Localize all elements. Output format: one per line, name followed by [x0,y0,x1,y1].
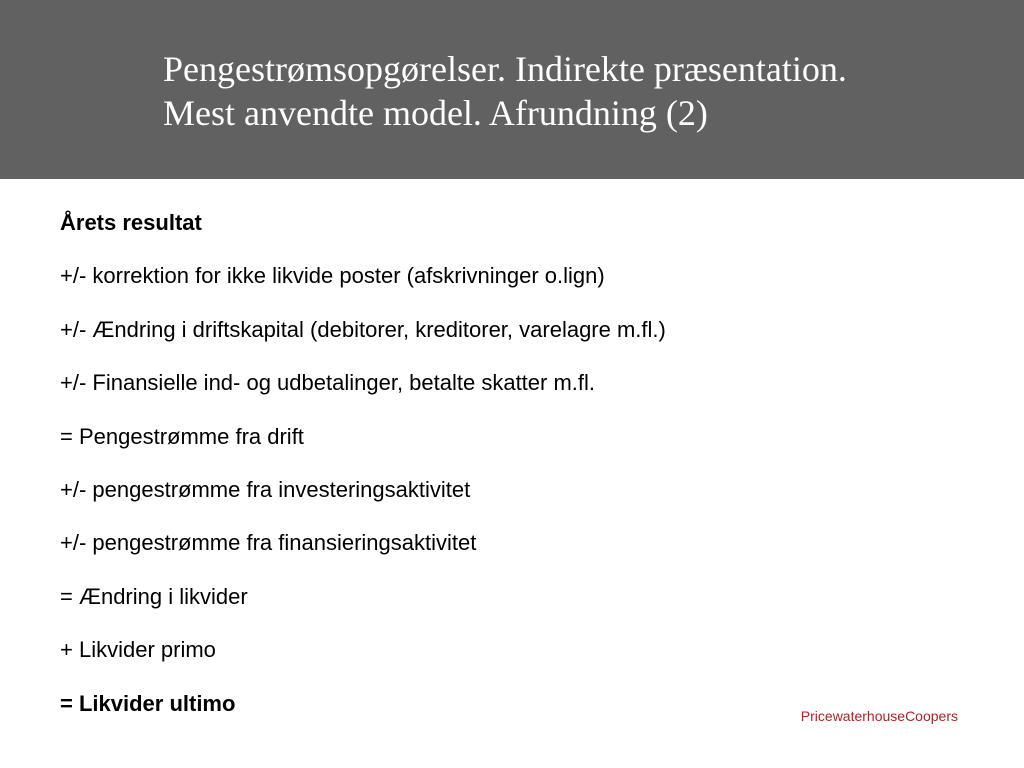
line-finansielle: +/- Finansielle ind- og udbetalinger, betalte skatter m.fl. [60,370,596,396]
line-korrektion: +/- korrektion for ikke likvide poster (afskrivninger o.lign) [60,263,605,289]
line-likvider-ultimo: = Likvider ultimo [60,690,236,716]
line-aendring-driftskapital: +/- Ændring i driftskapital (debitorer, kreditorer, varelagre m.fl.) [60,316,666,342]
slide-title-line-1: Pengestrømsopgørelser. Indirekte præsentation. [163,49,847,89]
line-pengestromme-drift: = Pengestrømme fra drift [60,423,304,449]
footer-brand: PricewaterhouseCoopers [800,708,958,724]
cash-flow-lines [60,206,666,740]
slide-title-line-2: Mest anvendte model. Afrundning (2) [163,93,708,133]
title-banner [0,0,1024,179]
line-investering: +/- pengestrømme fra investeringsaktivitet [60,476,471,502]
line-finansiering: +/- pengestrømme fra finansieringsaktivitet [60,530,477,556]
slide-title [163,47,983,135]
line-aendring-likvider: = Ændring i likvider [60,583,248,609]
line-arets-resultat: Årets resultat [60,210,202,235]
line-likvider-primo: + Likvider primo [60,637,216,663]
